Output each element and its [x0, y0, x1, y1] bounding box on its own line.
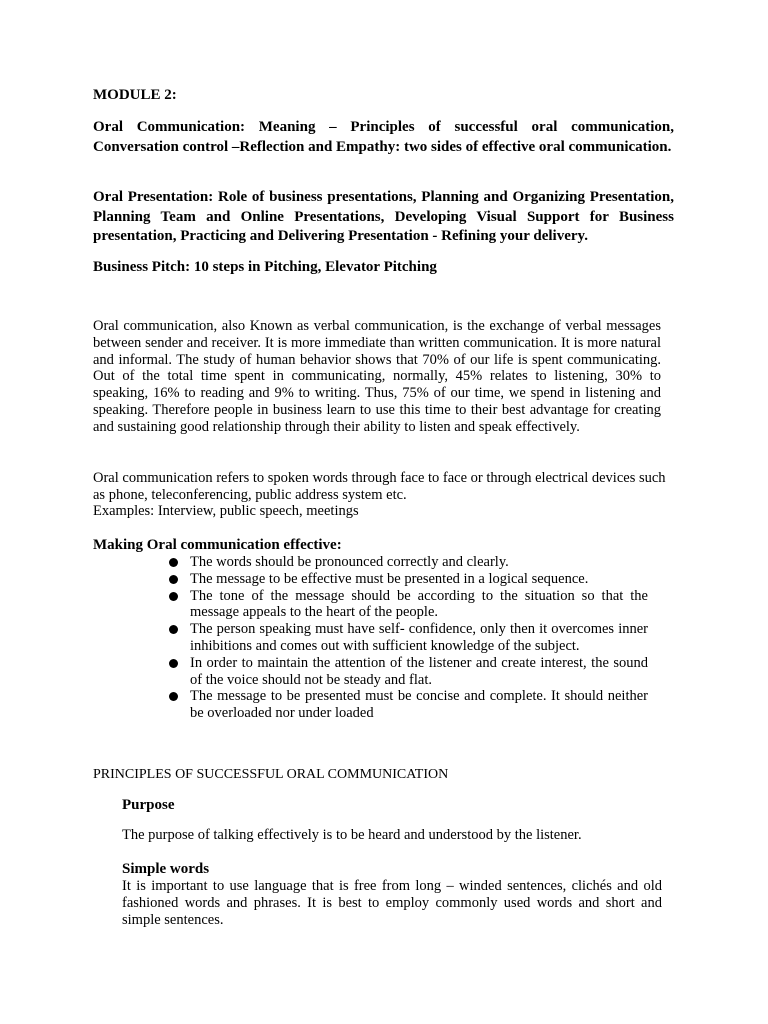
principles-heading: PRINCIPLES OF SUCCESSFUL ORAL COMMUNICATION	[93, 767, 449, 782]
bullet-icon	[169, 558, 178, 567]
bullet-icon	[169, 592, 178, 601]
list-item: The message to be effective must be presented in a logical sequence.	[168, 571, 648, 588]
topic-business-pitch: Business Pitch: 10 steps in Pitching, Elevator Pitching	[93, 259, 437, 275]
purpose-text: The purpose of talking effectively is to be heard and understood by the listener.	[122, 827, 582, 843]
list-item: In order to maintain the attention of the listener and create interest, the sound of the voice should not be steady and flat.	[168, 655, 648, 689]
intro-paragraph: Oral communication, also Known as verbal communication, is the exchange of verbal messages between sender and receiver. It is more immediate than written communication. It is more natural and informal. The study of human behavior shows that 70% of our life is spent communicating. Out of the total time spent in communicating, normally, 45% relates to listening, 30% to speaking, 16% to reading and 9% to writing. Thus, 75% of our time, we spend in listening and speaking. Therefore people in business learn to use this time to their best advantage for creating and sustaining good relationship through their ability to listen and speak effectively.	[93, 318, 661, 435]
making-effective-heading: Making Oral communication effective:	[93, 537, 342, 553]
list-item: The tone of the message should be according to the situation so that the message appeals to the heart of the people.	[168, 588, 648, 622]
definition-paragraph: Oral communication refers to spoken words through face to face or through electrical devices such as phone, teleconferencing, public address system etc.	[93, 470, 666, 503]
topic-oral-presentation: Oral Presentation: Role of business presentations, Planning and Organizing Presentation, Planning Team and Online Presentations, Developing Visual Support for Business presentation, Practicing and Delivering Presentation - Refining your delivery.	[93, 189, 674, 244]
list-item: The words should be pronounced correctly and clearly.	[168, 554, 648, 571]
simple-words-heading: Simple words	[122, 861, 210, 877]
bullet-icon	[169, 625, 178, 634]
purpose-heading: Purpose	[122, 797, 175, 813]
bullet-icon	[169, 575, 178, 584]
bullet-icon	[169, 692, 178, 701]
list-item: The person speaking must have self- confidence, only then it overcomes inner inhibitions and comes out with sufficient knowledge of the subject.	[168, 621, 648, 655]
examples-line: Examples: Interview, public speech, meetings	[93, 503, 359, 519]
effective-bullet-list	[168, 554, 648, 722]
simple-words-text: It is important to use language that is free from long – winded sentences, clichés and old fashioned words and phrases. It is best to employ commonly used words and short and simple sentences.	[122, 878, 662, 928]
list-item: The message to be presented must be concise and complete. It should neither be overloaded nor under loaded	[168, 688, 648, 722]
topic-oral-communication: Oral Communication: Meaning – Principles of successful oral communication, Conversation control –Reflection and Empathy: two sides of effective oral communication.	[93, 119, 674, 155]
bullet-icon	[169, 659, 178, 668]
module-title: MODULE 2:	[93, 87, 177, 103]
